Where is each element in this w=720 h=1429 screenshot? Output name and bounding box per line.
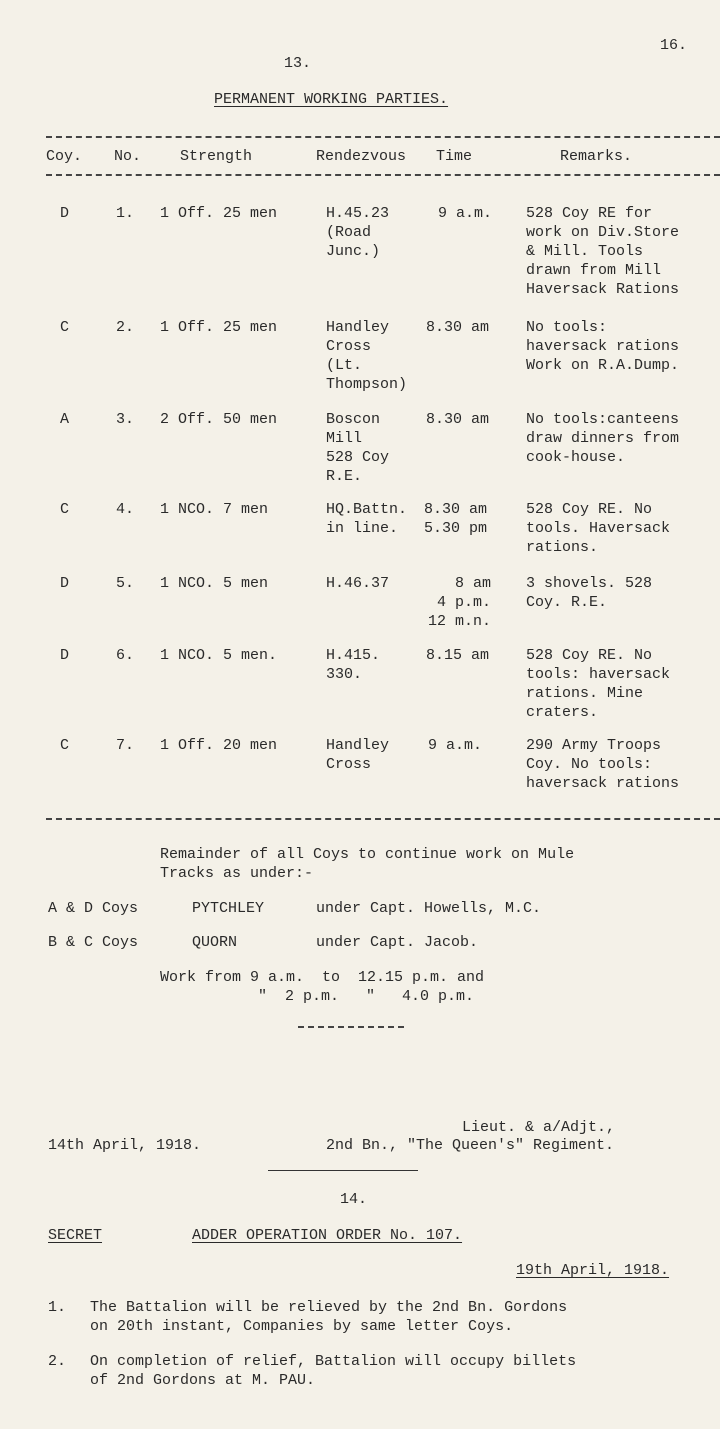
cell-remarks: 3 shovels. 528 Coy. R.E.	[526, 575, 653, 611]
cell-rendezvous: HQ.Battn. in line.	[326, 501, 408, 537]
order-item-number: 1.	[48, 1299, 67, 1316]
cell-rendezvous: Handley Cross	[326, 737, 390, 773]
cell-rendezvous: H.46.37	[326, 575, 390, 592]
cell-remarks: No tools:canteens draw dinners from cook-house.	[526, 411, 680, 466]
cell-coy: C	[60, 501, 70, 518]
divider	[46, 174, 720, 176]
order-page-number: 14.	[340, 1191, 368, 1208]
work-hours-line1: Work from 9 a.m. to 12.15 p.m. and	[160, 969, 485, 986]
cell-no: 6.	[116, 647, 135, 664]
cell-time: 8 am 4 p.m. 12 m.n.	[428, 575, 492, 630]
cell-coy: A	[60, 411, 70, 428]
cell-strength: 1 NCO. 7 men	[160, 501, 269, 518]
cell-coy: C	[60, 737, 70, 754]
work-hours-line2: " 2 p.m. " 4.0 p.m.	[258, 988, 475, 1005]
cell-coy: D	[60, 205, 70, 222]
divider	[268, 1170, 418, 1171]
order-date: 19th April, 1918.	[516, 1262, 670, 1279]
cell-no: 3.	[116, 411, 135, 428]
cell-no: 7.	[116, 737, 135, 754]
cell-coy: D	[60, 647, 70, 664]
assignment-officer: under Capt. Jacob.	[316, 934, 479, 951]
divider	[46, 136, 720, 138]
order-title: ADDER OPERATION ORDER No. 107.	[192, 1227, 463, 1244]
cell-time: 8.30 am 5.30 pm	[424, 501, 488, 537]
order-item-text: of 2nd Gordons at M. PAU.	[90, 1372, 316, 1389]
order-item-number: 2.	[48, 1353, 67, 1370]
page-number-right: 16.	[660, 37, 688, 54]
cell-rendezvous: H.415. 330.	[326, 647, 381, 683]
cell-strength: 1 Off. 20 men	[160, 737, 278, 754]
signature-rank: Lieut. & a/Adjt.,	[462, 1119, 616, 1136]
cell-time: 9 a.m.	[428, 737, 483, 754]
cell-remarks: 528 Coy RE for work on Div.Store & Mill. Tools drawn from Mill Haversack Rations	[526, 205, 680, 298]
assignment-officer: under Capt. Howells, M.C.	[316, 900, 542, 917]
secret-label: SECRET	[48, 1227, 103, 1244]
page-title: PERMANENT WORKING PARTIES.	[214, 91, 449, 108]
cell-time: 8.15 am	[426, 647, 490, 664]
cell-no: 2.	[116, 319, 135, 336]
cell-strength: 1 Off. 25 men	[160, 319, 278, 336]
remainder-line1: Remainder of all Coys to continue work on Mule	[160, 846, 575, 863]
header-coy: Coy.	[46, 148, 83, 165]
order-item-text: The Battalion will be relieved by the 2nd Bn. Gordons	[90, 1299, 568, 1316]
assignment-coys: A & D Coys	[48, 900, 139, 917]
cell-rendezvous: Boscon Mill 528 Coy R.E.	[326, 411, 390, 485]
order-item-text: On completion of relief, Battalion will occupy billets	[90, 1353, 577, 1370]
cell-time: 8.30 am	[426, 319, 490, 336]
signature-date: 14th April, 1918.	[48, 1137, 202, 1154]
header-time: Time	[436, 148, 473, 165]
order-item-text: on 20th instant, Companies by same letter Coys.	[90, 1318, 514, 1335]
header-remarks: Remarks.	[560, 148, 633, 165]
cell-rendezvous: H.45.23 (Road Junc.)	[326, 205, 390, 260]
short-divider	[298, 1026, 404, 1028]
cell-coy: C	[60, 319, 70, 336]
header-no: No.	[114, 148, 142, 165]
page-number-left: 13.	[284, 55, 312, 72]
cell-remarks: 528 Coy RE. No tools: haversack rations. Mine craters.	[526, 647, 671, 721]
cell-remarks: No tools: haversack rations Work on R.A.Dump.	[526, 319, 680, 374]
cell-rendezvous: Handley Cross (Lt. Thompson)	[326, 319, 408, 393]
cell-remarks: 290 Army Troops Coy. No tools: haversack rations	[526, 737, 680, 792]
divider	[46, 818, 720, 820]
cell-no: 5.	[116, 575, 135, 592]
cell-remarks: 528 Coy RE. No tools. Haversack rations.	[526, 501, 671, 556]
cell-no: 4.	[116, 501, 135, 518]
header-rendezvous: Rendezvous	[316, 148, 407, 165]
cell-strength: 1 Off. 25 men	[160, 205, 278, 222]
cell-coy: D	[60, 575, 70, 592]
cell-strength: 2 Off. 50 men	[160, 411, 278, 428]
cell-no: 1.	[116, 205, 135, 222]
assignment-track: PYTCHLEY	[192, 900, 265, 917]
cell-time: 8.30 am	[426, 411, 490, 428]
header-strength: Strength	[180, 148, 253, 165]
cell-strength: 1 NCO. 5 men.	[160, 647, 278, 664]
remainder-line2: Tracks as under:-	[160, 865, 314, 882]
assignment-track: QUORN	[192, 934, 238, 951]
signature-unit: 2nd Bn., "The Queen's" Regiment.	[326, 1137, 615, 1154]
cell-time: 9 a.m.	[438, 205, 493, 222]
cell-strength: 1 NCO. 5 men	[160, 575, 269, 592]
assignment-coys: B & C Coys	[48, 934, 139, 951]
